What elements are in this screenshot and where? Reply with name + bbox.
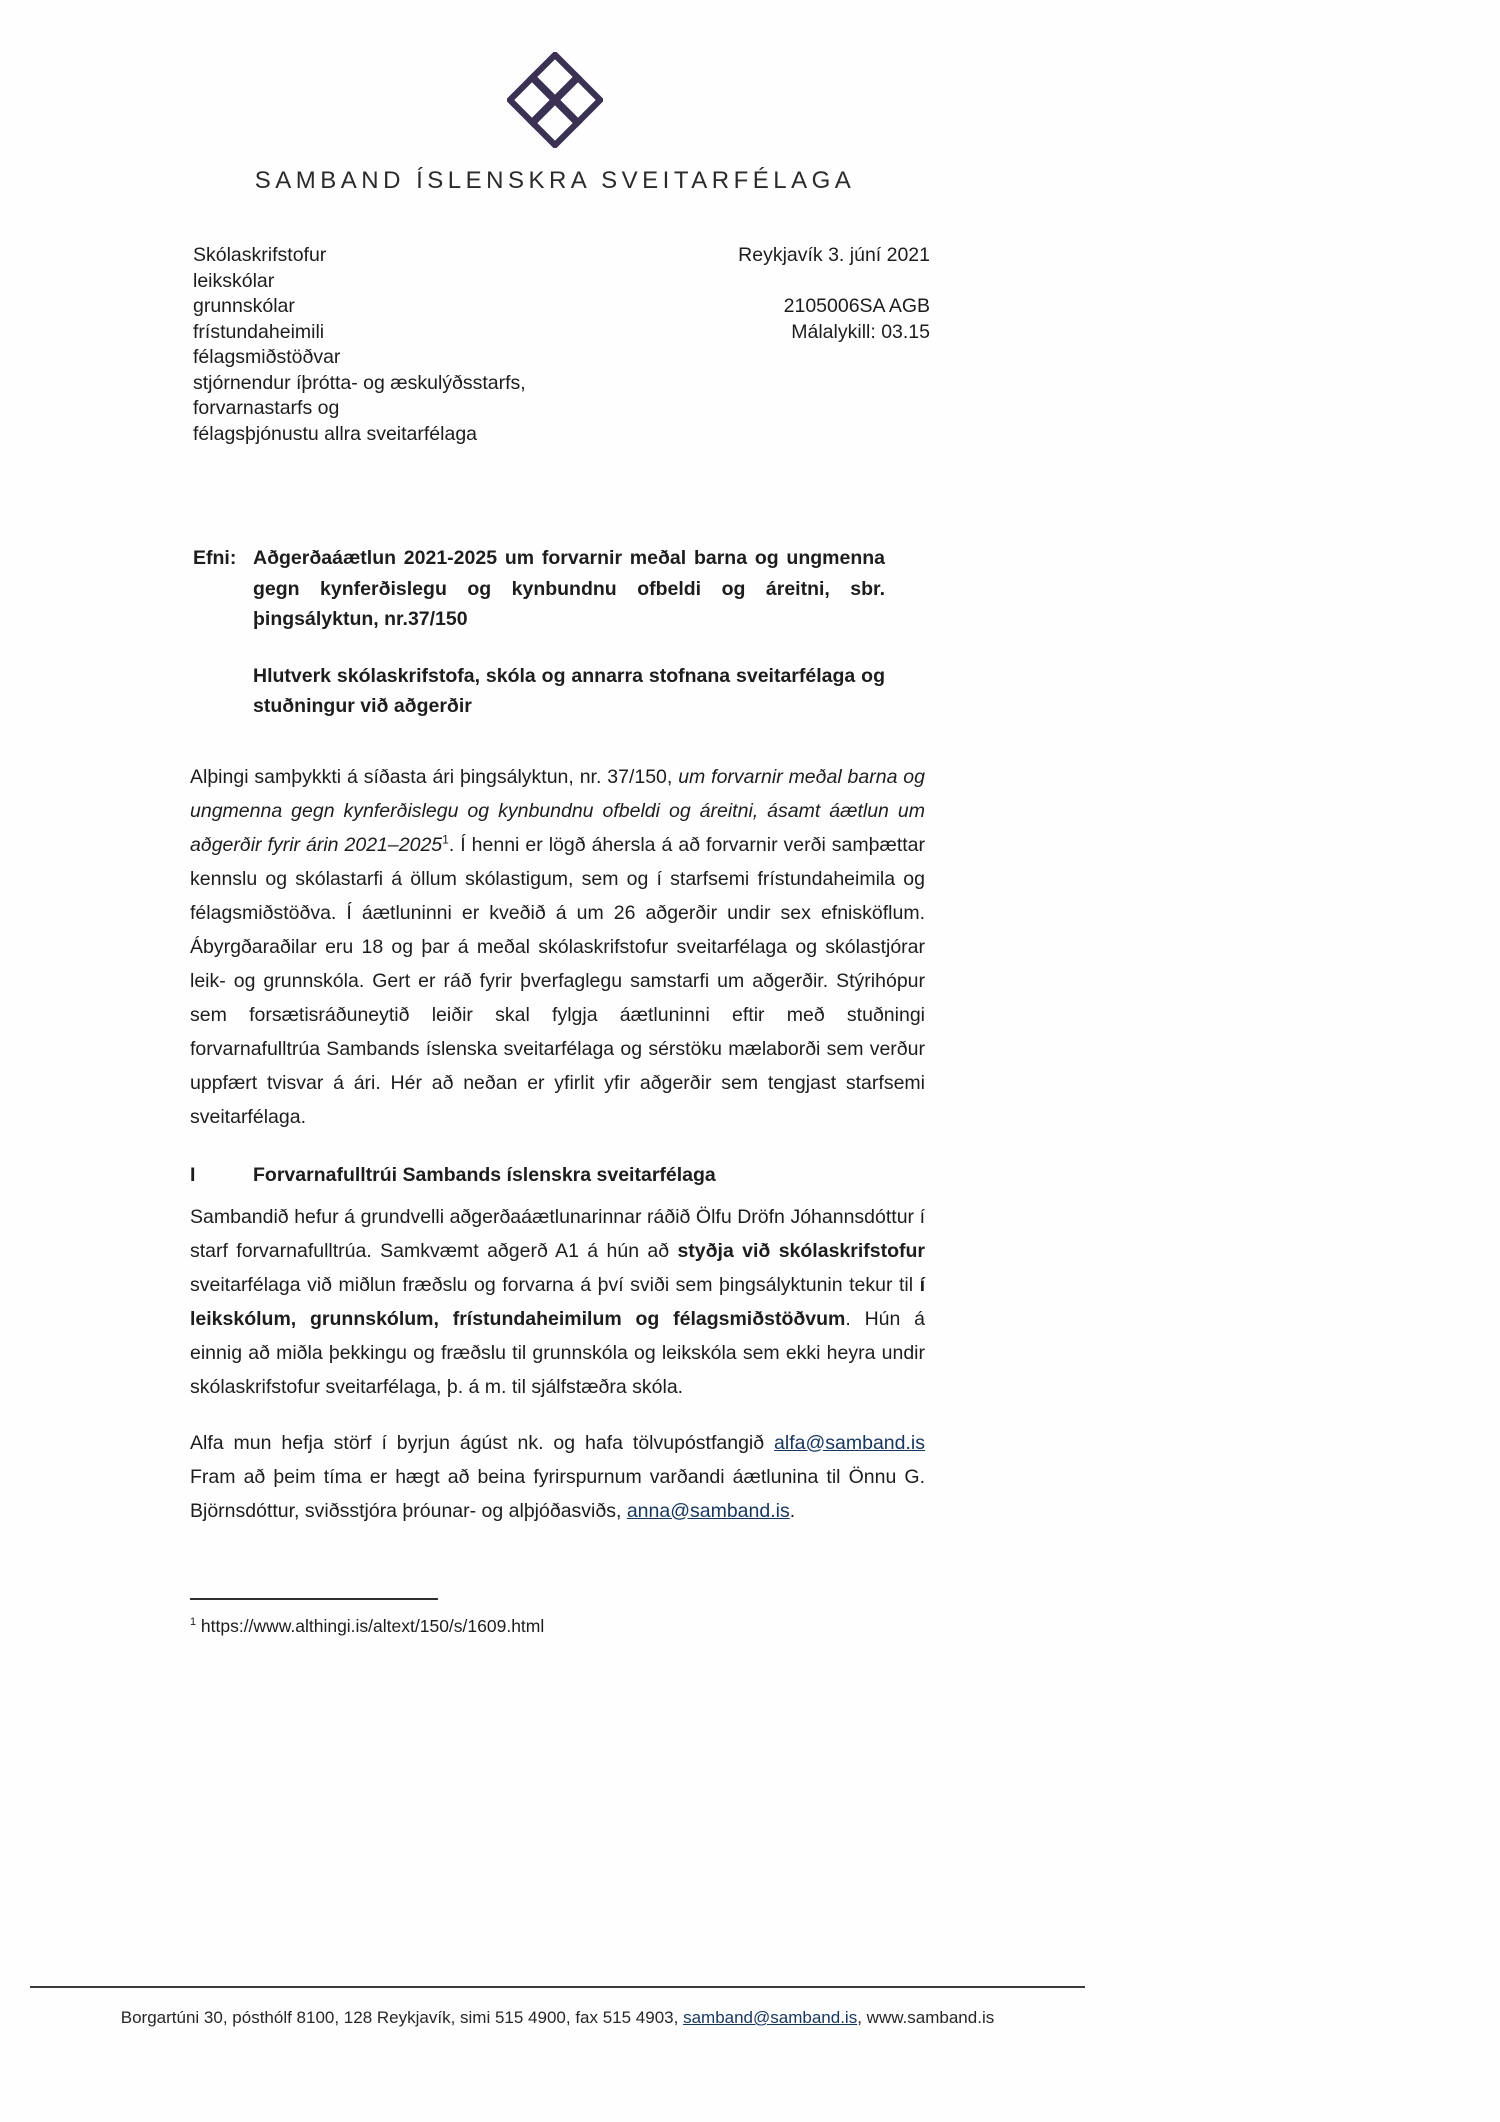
page-footer xyxy=(30,1986,1085,2028)
paragraph-3-text: Alfa mun hefja störf í byrjun ágúst nk. og hafa tölvupóstfangið xyxy=(190,1431,775,1454)
email-link-alfa[interactable]: alfa@samband.is xyxy=(774,1431,925,1454)
letter-meta xyxy=(738,243,930,447)
recipient-line: Skólaskrifstofur xyxy=(193,244,327,266)
subject-row xyxy=(193,543,885,635)
reference-number: 2105006SA AGB xyxy=(783,295,930,317)
paragraph-1-text: . Í henni er lögð áhersla á að forvarnir verði samþættar kennslu og skólastarfi á öllum skólastigum, sem og í starfsemi frístundaheimila og félagsmiðstöðva. Í áætluninni er kveðið á um 26 aðgerðir undir sex efnisköflum. Ábyrgðaraðilar eru 18 og þar á meðal skólaskrifstofur sveitarfélaga og skólastjórar leik- og grunnskóla. Gert er ráð fyrir þverfaglegu samstarfi um aðgerðir. Stýrihópur sem forsætisráðuneytið leiðir skal fylgja áætluninni eftir með stuðningi forvarnafulltrúa Sambands íslenska sveitarfélaga og sérstöku mælaborði sem verður uppfært tvisvar á ári. Hér að neðan er yfirlit yfir aðgerðir sem tengjast starfsemi sveitarfélaga. xyxy=(190,833,926,1128)
organization-name: SAMBAND ÍSLENSKRA SVEITARFÉLAGA xyxy=(254,167,856,194)
subject-label: Efni: xyxy=(193,547,237,569)
section-1-number: I xyxy=(190,1163,196,1186)
section-1-title: Forvarnafulltrúi Sambands íslenskra sveitarfélaga xyxy=(253,1163,716,1186)
paragraph-2-text: Sambandið hefur á grundvelli aðgerðaáætlunarinnar ráðið Ölfu Dröfn Jóhannsdóttur í starf forvarnafulltrúa. Samkvæmt aðgerð A1 á hún að xyxy=(190,1205,925,1262)
samband-logo-icon xyxy=(507,52,603,148)
recipient-line: stjórnendur íþrótta- og æskulýðsstarfs, xyxy=(193,371,526,394)
email-link-samband[interactable]: samband@samband.is xyxy=(683,2008,858,2027)
recipient-line: leikskólar xyxy=(193,269,275,292)
paragraph-2-bold: í leikskólum, grunnskólum, frístundaheimilum og félagsmiðstöðvum xyxy=(190,1273,925,1330)
paragraph-3-text: Fram að þeim tíma er hægt að beina fyrirspurnum varðandi áætlunina til Önnu G. Björnsdóttur, sviðsstjóra þróunar- og alþjóðasviðs, xyxy=(190,1465,925,1522)
footnote-1-marker: 1 xyxy=(190,1615,197,1628)
paragraph-1-italic: um forvarnir meðal barna og ungmenna gegn kynferðislegu og kynbundnu ofbeldi og áreitni, ásamt áætlun um aðgerðir fyrir árin 2021–2025 xyxy=(190,765,925,856)
letterhead xyxy=(0,0,1110,195)
recipient-list xyxy=(193,243,526,447)
paragraph-3-text: . xyxy=(789,1499,796,1522)
samband-logo-strokes xyxy=(510,55,600,145)
email-link-anna[interactable]: anna@samband.is xyxy=(626,1499,790,1522)
recipient-line: frístundaheimili xyxy=(193,320,325,343)
footnote-1-url: https://www.althingi.is/altext/150/s/1609.html xyxy=(196,1615,545,1636)
recipient-line: grunnskólar xyxy=(193,295,295,317)
footnote-area xyxy=(190,1598,1500,1638)
section-1-heading xyxy=(190,1160,925,1190)
meta-spacer xyxy=(738,269,930,295)
paragraph-2 xyxy=(190,1200,925,1404)
paragraph-2-text: sveitarfélaga við miðlun fræðslu og forvarna á því sviði sem þingsályktunin tekur til xyxy=(190,1273,920,1296)
place-date: Reykjavík 3. júní 2021 xyxy=(738,244,930,266)
paragraph-2-bold: styðja við skólaskrifstofur xyxy=(677,1239,926,1262)
recipient-line: forvarnastarfs og xyxy=(193,397,340,419)
paragraph-1-text: Alþingi samþykkti á síðasta ári þingsályktun, nr. 37/150, xyxy=(190,765,679,788)
address-row xyxy=(193,243,930,447)
paragraph-3 xyxy=(190,1426,925,1528)
paragraph-2-text: . Hún á einnig að miðla þekkingu og fræðslu til grunnskóla og leikskóla sem ekki heyra undir skólaskrifstofur sveitarfélaga, þ. á m. til sjálfstæðra skóla. xyxy=(190,1307,925,1398)
footnote-separator xyxy=(190,1598,438,1600)
footnote-reference: 1 xyxy=(442,832,449,846)
footer-address: Borgartúni 30, pósthólf 8100, 128 Reykjavík, simi 515 4900, fax 515 4903, xyxy=(120,2008,684,2027)
paragraph-1 xyxy=(190,760,925,1134)
footer-website: , www.samband.is xyxy=(857,2008,995,2027)
recipient-line: félagsmiðstöðvar xyxy=(193,346,341,368)
recipient-line: félagsþjónustu allra sveitarfélaga xyxy=(193,422,478,445)
footnote-1 xyxy=(190,1614,1500,1638)
subject-title: Aðgerðaáætlun 2021-2025 um forvarnir meðal barna og ungmenna gegn kynferðislegu og kynbundnu ofbeldi og áreitni, sbr. þingsályktun, nr.37/150 xyxy=(253,547,885,630)
subject-subtitle: Hlutverk skólaskrifstofa, skóla og annarra stofnana sveitarfélaga og stuðningur við aðgerðir xyxy=(253,664,885,717)
case-key: Málalykill: 03.15 xyxy=(791,320,930,343)
